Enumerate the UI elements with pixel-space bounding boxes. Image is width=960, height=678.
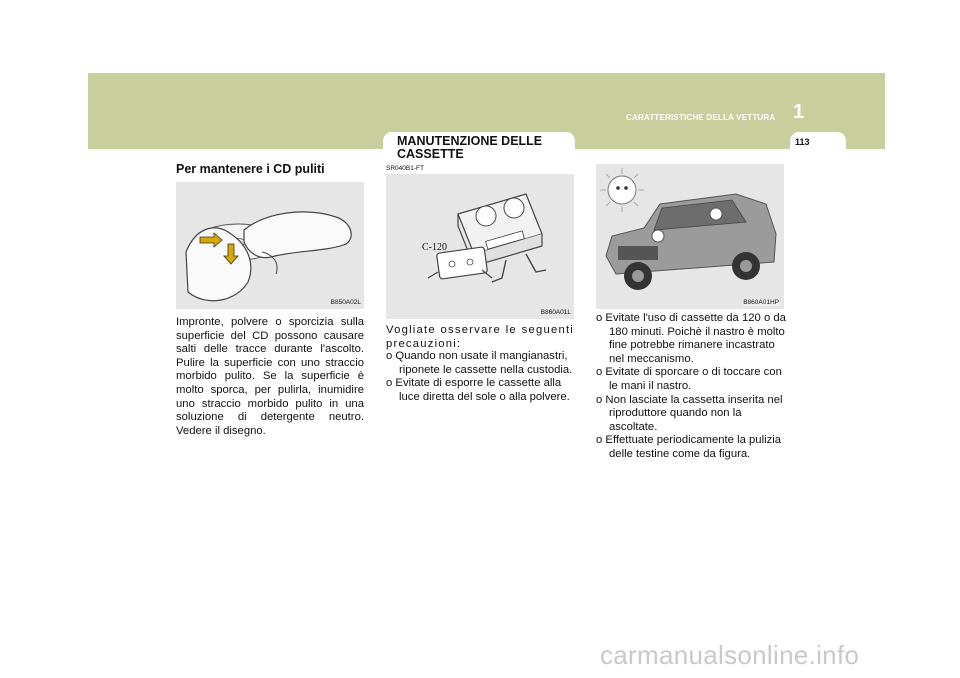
page-number: 113: [795, 137, 810, 147]
cassette-label: C-120: [422, 242, 447, 253]
list-item: o Evitate l'uso di cassette da 120 o da 180 minuti. Poichè il nastro è molto fine potrebbe rimanere incastrato nel meccanismo.: [596, 312, 786, 365]
chapter-number: 1: [793, 101, 805, 123]
section-title: CARATTERISTICHE DELLA VETTURA: [626, 113, 776, 122]
car-sun-illustration: [596, 164, 784, 309]
cassette-heading-line2: CASSETTE: [397, 147, 464, 161]
image-code: B860A01L: [540, 309, 571, 316]
cd-paragraph-text: Impronte, polvere o sporcizia sulla superficie del CD possono causare salti delle tracce durante l'ascolto. Pulire la superficie con uno straccio morbido pulito. Se la superficie è molto sporca, per pulirla, inumidire uno straccio morbido pulito in una soluzione di detergente neutro. Vedere il disegno.: [176, 316, 364, 437]
list-item: o Quando non usate il mangianastri, riponete le cassette nella custodia.: [386, 350, 573, 376]
list-item: o Evitate di esporre le cassette alla luce diretta del sole o alla polvere.: [386, 377, 570, 403]
list-item: o Evitate di sporcare o di toccare con le mani il nastro.: [596, 366, 782, 392]
cassette-bullets: [386, 350, 574, 404]
list-item: o Non lasciate la cassetta inserita nel riproduttore quando non la ascoltate.: [596, 393, 783, 433]
cd-paragraph: [176, 316, 364, 438]
cassette-illustration: [386, 174, 574, 319]
watermark: carmanualsonline.info: [600, 640, 860, 670]
cassette-intro: Vogliate osservare le seguenti precauzioni:: [386, 324, 574, 350]
cd-cleaning-illustration: [176, 182, 364, 309]
cassette-bullets-continued: [596, 312, 786, 462]
section-code: SR040B1-FT: [386, 165, 424, 172]
cd-heading: Per mantenere i CD puliti: [176, 162, 325, 176]
cassette-heading-line1: MANUTENZIONE DELLE: [397, 134, 543, 148]
list-item: o Effettuate periodicamente la pulizia delle testine come da figura.: [596, 434, 782, 460]
image-code: B860A01HP: [743, 299, 779, 306]
image-code: B850A02L: [330, 299, 361, 306]
